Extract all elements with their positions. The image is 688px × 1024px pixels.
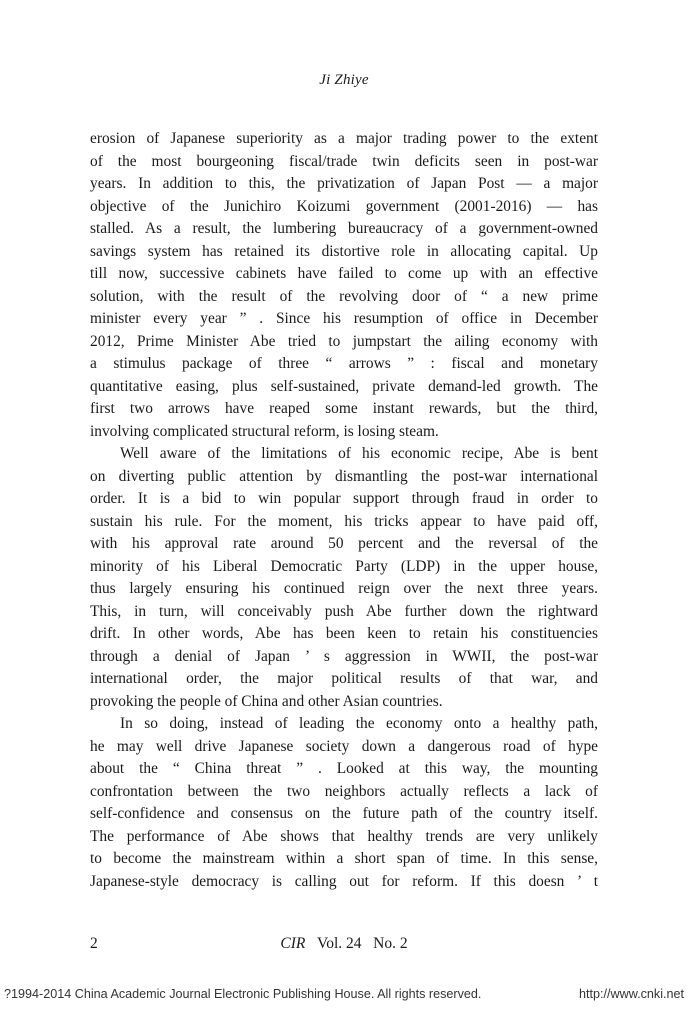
text-line: of the most bourgeoning fiscal/trade twin deficits seen in post-war [90,152,598,170]
text-line: erosion of Japanese superiority as a major trading power to the extent [90,130,598,147]
text-line: with his approval rate around 50 percent and the reversal of the [90,535,598,552]
text-line: a stimulus package of three “ arrows ” : fiscal and monetary [90,355,598,372]
text-line: confrontation between the two neighbors actually reflects a lack of [90,782,598,800]
text-line: minister every year ” . Since his resumption of office in December [90,310,598,327]
text-line: he may well drive Japanese society down a dangerous road of hype [90,737,598,755]
page-number: 2 [90,935,98,952]
text-line: to become the mainstream within a short span of time. In this sense, [90,850,598,867]
text-line: In so doing, instead of leading the economy onto a healthy path, [120,715,598,732]
text-line: sustain his rule. For the moment, his tricks appear to have paid off, [90,512,598,530]
text-line: provoking the people of China and other Asian countries. [90,692,443,710]
journal-citation [0,935,688,953]
text-line: order. It is a bid to win popular support through fraud in order to [90,490,598,507]
text-line: first two arrows have reaped some instant rewards, but the third, [90,400,598,417]
text-line: The performance of Abe shows that healthy trends are very unlikely [90,827,598,845]
text-line: on diverting public attention by dismantling the post-war international [90,467,598,485]
text-line: till now, successive cabinets have failed to come up with an effective [90,265,598,282]
copyright-notice [4,987,684,1001]
text-line: Japanese-style democracy is calling out for reform. If this doesn ’ t [90,872,598,890]
text-line: 2012, Prime Minister Abe tried to jumpstart the ailing economy with [90,332,598,350]
running-head: Ji Zhiye [319,72,369,88]
text-line: quantitative easing, plus self-sustained, private demand-led growth. The [90,377,598,395]
text-line: objective of the Junichiro Koizumi government (2001-2016) — has [90,197,598,215]
journal-issue: No. 2 [373,935,408,952]
copyright-url[interactable]: http://www.cnki.net [579,987,684,1001]
text-line: solution, with the result of the revolving door of “ a new prime [90,287,598,305]
journal-volume: Vol. 24 [317,935,362,952]
text-line: drift. In other words, Abe has been keen to retain his constituencies [90,625,598,642]
text-line: about the “ China threat ” . Looked at this way, the mounting [90,760,598,777]
text-line: through a denial of Japan ’ s aggression in WWII, the post-war [90,647,598,665]
text-line: involving complicated structural reform, is losing steam. [90,422,439,440]
text-line: Well aware of the limitations of his economic recipe, Abe is bent [120,445,598,462]
text-line: minority of his Liberal Democratic Party (LDP) in the upper house, [90,557,598,575]
text-line: self-confidence and consensus on the future path of the country itself. [90,805,598,822]
text-line: stalled. As a result, the lumbering bureaucracy of a government-owned [90,220,598,237]
text-line: thus largely ensuring his continued reign over the next three years. [90,580,598,597]
text-line: savings system has retained its distortive role in allocating capital. Up [90,242,598,260]
text-line: international order, the major political results of that war, and [90,670,598,687]
text-line: This, in turn, will conceivably push Abe further down the rightward [90,602,598,620]
text-line: years. In addition to this, the privatization of Japan Post — a major [90,175,598,192]
copyright-text: ?1994-2014 China Academic Journal Electronic Publishing House. All rights reserved. [4,987,482,1001]
journal-abbreviation: CIR [280,935,306,952]
body-text [90,128,598,893]
